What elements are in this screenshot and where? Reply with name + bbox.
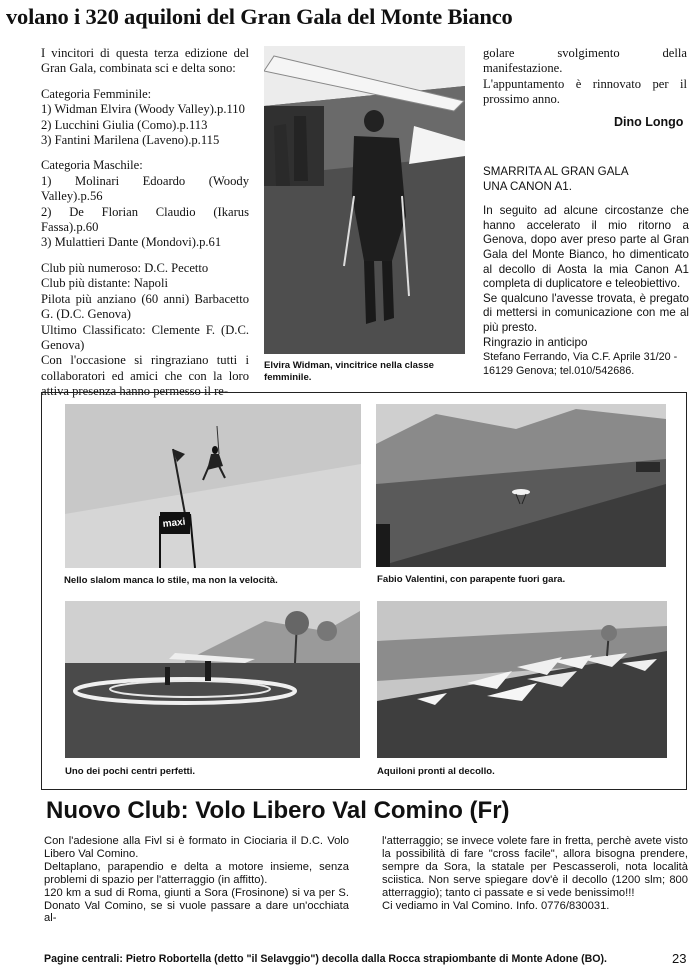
ultimo-classificato: Ultimo Classificato: Clemente F. (D.C. Genova) <box>41 322 249 352</box>
photo-centri <box>65 601 360 758</box>
winners-intro: I vincitori di questa terza edizione del Gran Gala, combinata sci e delta sono: <box>41 46 249 76</box>
pilota-anziano: Pilota più anziano (60 anni) Barbacetto G. (D.C. Genova) <box>41 291 249 322</box>
caption-slalom: Nello slalom manca lo stile, ma non la velocità. <box>64 575 278 586</box>
female-winner-2: 2) Lucchini Giulia (Como).p.113 <box>41 117 208 132</box>
club-left-column <box>44 835 349 925</box>
club-paragraph-5: Ci vediamo in Val Comino. Info. 0776/830031. <box>382 899 610 912</box>
female-winner-1: 1) Widman Elvira (Woody Valley).p.110 <box>41 102 245 117</box>
female-heading: Categoria Femminile: <box>41 86 152 101</box>
photo-aquiloni <box>377 601 667 758</box>
club-paragraph-1: Con l'adesione alla Fivl si è formato in Ciociaria il D.C. Volo Libero Val Comino. <box>44 835 349 860</box>
caption-centri: Uno dei pochi centri perfetti. <box>65 766 196 777</box>
caption-aquiloni: Aquiloni pronti al decollo. <box>377 766 495 777</box>
club-heading: Nuovo Club: Volo Libero Val Comino (Fr) <box>46 797 510 824</box>
club-distante: Club più distante: Napoli <box>41 276 168 291</box>
ringraziamenti: Con l'occasione si ringraziano tutti i collaboratori ed amici che con la loro attiva presenza hanno permesso il re- <box>41 353 249 399</box>
article-title: volano i 320 aquiloni del Gran Gala del Monte Bianco <box>6 4 513 29</box>
appuntamento-text: L'appuntamento è rinnovato per il prossimo anno. <box>483 76 687 107</box>
banner-text: maxi <box>162 516 186 530</box>
author-name: Dino Longo <box>614 115 684 129</box>
winners-column <box>41 46 249 400</box>
photo-slalom <box>65 404 361 568</box>
continuation-text: golare svolgimento della manifestazione. <box>483 46 687 76</box>
smarrita-notice <box>483 165 689 378</box>
club-paragraph-3: 120 km a sud di Roma, giunti a Sora (Frosinone) si va per S. Donato Val Comino, se si vuole passare a dare un'occhiata al- <box>44 886 349 925</box>
caption-valentini: Fabio Valentini, con parapente fuori gara. <box>377 574 566 585</box>
male-winner-2: 2) De Florian Claudio (Ikarus Fassa).p.60 <box>41 204 249 235</box>
smarrita-thanks: Ringrazio in anticipo <box>483 335 588 349</box>
club-numeroso: Club più numeroso: D.C. Pecetto <box>41 260 209 275</box>
smarrita-body-2: Se qualcuno l'avesse trovata, è pregato di mettersi in comunicazione con me al più presto. <box>483 291 689 334</box>
photo-widman <box>264 46 465 354</box>
female-winner-3: 3) Fantini Marilena (Laveno).p.115 <box>41 133 220 148</box>
smarrita-body: In seguito ad alcune circostanze che hanno accelerato il mio ritorno a Genova, dopo aver preso parte al Gran Gala del Monte Bianco, ho dimenticato al decollo di Aosta la mia Canon A1 completa di duplicatore e teleobiettivo. <box>483 204 689 291</box>
smarrita-signature: Stefano Ferrando, Via C.F. Aprile 31/20 - 16129 Genova; tel.010/542686. <box>483 351 678 378</box>
club-paragraph-2: Deltaplano, parapendio e delta a motore insieme, senza problemi di spazio per l'atterraggio (in affitto). <box>44 860 349 886</box>
page-number: 23 <box>672 951 687 966</box>
male-winner-1: 1) Molinari Edoardo (Woody Valley).p.56 <box>41 173 249 204</box>
continuation-column <box>483 46 687 108</box>
photo-valentini <box>376 404 666 567</box>
footer-note: Pagine centrali: Pietro Robortella (detto "il Selavggio") decolla dalla Rocca strapiombante di Monte Adone (BO). <box>44 953 607 965</box>
club-right-column <box>382 835 688 912</box>
male-heading: Categoria Maschile: <box>41 158 143 173</box>
caption-widman: Elvira Widman, vincitrice nella classe femminile. <box>264 360 435 383</box>
smarrita-heading: SMARRITA AL GRAN GALA UNA CANON A1. <box>483 165 628 193</box>
male-winner-3: 3) Mulattieri Dante (Mondovi).p.61 <box>41 235 222 250</box>
club-paragraph-4: l'atterraggio; se invece volete fare in fretta, perchè avete visto la possibilità di fare "cross facile", allora bisogna prendere, sempre da Sora, la statale per Pescasseroli, nota località sciistica. Non serve spiegare dov'è il decollo (1200 slm; 800 atterraggio); tanto ci passate e si vede benissimo!!! <box>382 835 688 899</box>
